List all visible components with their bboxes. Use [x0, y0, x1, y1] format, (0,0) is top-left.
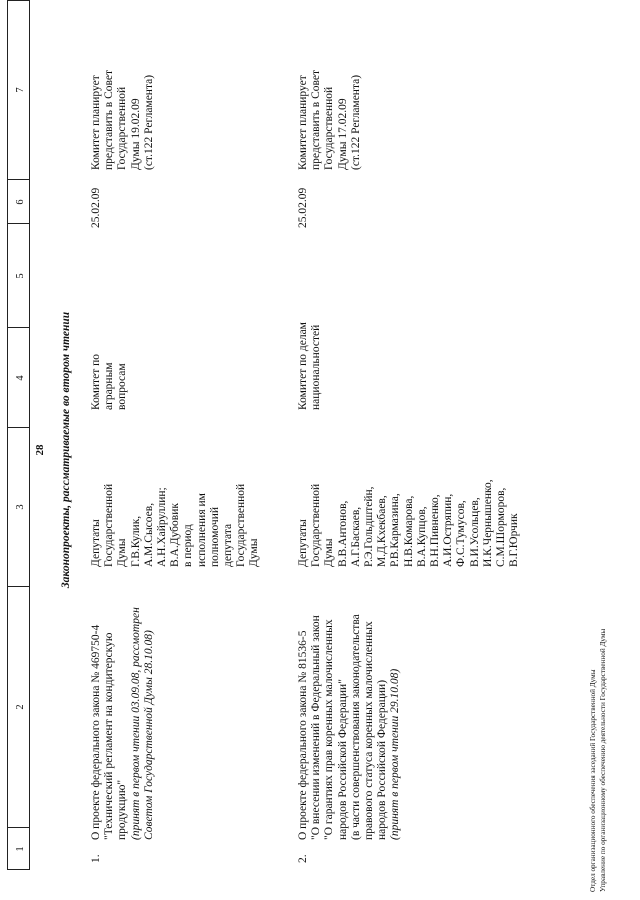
plan-line: представить в Совет	[103, 69, 116, 170]
committee-line: аграрным	[103, 362, 116, 410]
bill-title-line: О проекте федерального закона № 469750-4	[90, 624, 102, 840]
bill-title-line: продукцию"	[116, 779, 129, 840]
footer-line: Отдел организационного обеспечения заседаний Государственной Думы	[589, 669, 597, 892]
author-line: И.К.Чернышенко,	[481, 479, 494, 567]
author-line: Ф.С.Тумусов,	[455, 500, 468, 567]
bill-note-line: (принят в первом чтении 03.09.08, рассмотрен	[129, 607, 142, 840]
author-line: полномочий	[208, 507, 221, 567]
bill-title-line: правового статуса коренных малочисленных	[363, 621, 376, 840]
author-line: Н.В.Комарова,	[402, 495, 415, 567]
row-number: 1.	[90, 854, 102, 863]
plan-line: Думы 19.02.09	[129, 98, 142, 170]
author-line: А.И.Остряпин,	[442, 493, 455, 567]
column-number: 4	[15, 375, 26, 381]
plan-line: (ст.122 Регламента)	[142, 74, 155, 170]
author-line: А.Г.Баскаев,	[349, 506, 362, 567]
table-top-border	[7, 0, 8, 870]
author-line: исполнения им	[195, 493, 208, 567]
column-divider	[7, 327, 30, 328]
plan-line: (ст.122 Регламента)	[349, 74, 362, 170]
authors-list	[297, 479, 521, 567]
bill-title-line: народов Российской Федерации)	[376, 679, 389, 840]
section-title: Законопроекты, рассматриваемые во втором чтении	[60, 311, 72, 589]
author-line: Думы	[248, 538, 261, 567]
column-divider	[7, 427, 30, 428]
date: 25.02.09	[90, 187, 102, 228]
committee-line: вопросам	[116, 363, 129, 410]
plan-note	[297, 70, 363, 170]
column-number: 7	[15, 87, 26, 93]
bill-title-line: народов Российской Федерации"	[336, 679, 349, 840]
bill-title-line: "О внесении изменений в Федеральный закон	[310, 615, 323, 840]
footer	[588, 629, 608, 892]
author-line: В.А.Дубовик	[169, 503, 182, 567]
column-divider	[7, 223, 30, 224]
author-line: А.М.Сысоев,	[142, 502, 155, 567]
author-line: Государственной	[103, 483, 116, 567]
author-line: Думы	[116, 538, 129, 567]
committee-line: Комитет по	[90, 354, 102, 410]
author-line: Р.Э.Гольдштейн,	[363, 486, 376, 567]
author-line: Депутаты	[90, 519, 102, 567]
authors-list	[90, 484, 262, 567]
column-divider	[7, 179, 30, 180]
author-line: Г.В.Кулик,	[129, 515, 142, 567]
author-line: Государственной	[235, 483, 248, 567]
author-line: А.Н.Хайруллин;	[156, 487, 169, 567]
author-line: С.М.Шорморов,	[495, 487, 508, 567]
bill-title-line: О проекте федерального закона № 81536-5	[297, 630, 309, 840]
committee-line: Комитет по делам	[297, 322, 309, 410]
page-number: 28	[34, 444, 46, 456]
author-line: М.Д.Кхекбаев,	[376, 495, 389, 567]
row-number: 2.	[297, 854, 309, 863]
table-header-border	[29, 0, 30, 870]
bill-title	[297, 614, 403, 840]
committee-line: национальностей	[310, 324, 323, 410]
plan-line: Комитет планирует	[90, 75, 102, 170]
plan-line: Думы 17.02.09	[336, 98, 349, 170]
column-number: 1	[15, 846, 26, 852]
bill-note-line: (принят в первом чтении 29.10.08)	[389, 668, 402, 840]
plan-note	[90, 70, 156, 170]
bill-title-line: "О гарантиях прав коренных малочисленных	[323, 619, 336, 840]
author-line: В.В.Антонов,	[336, 500, 349, 567]
author-line: Государственной	[310, 483, 323, 567]
plan-line: Государственной	[323, 86, 336, 170]
author-line: в период	[182, 524, 195, 567]
author-line: Думы	[323, 538, 336, 567]
bill-title-line: (в части совершенствования законодательства	[349, 614, 362, 840]
committee	[90, 354, 130, 410]
bill-title	[90, 607, 156, 840]
column-divider	[7, 586, 30, 587]
bill-note-line: Советом Государственной Думы 28.10.08)	[142, 630, 155, 840]
date: 25.02.09	[297, 187, 309, 228]
column-divider	[7, 869, 30, 870]
column-number: 3	[15, 504, 26, 510]
plan-line: Комитет планирует	[297, 75, 309, 170]
column-number: 5	[15, 273, 26, 279]
column-divider	[7, 827, 30, 828]
column-number: 2	[15, 704, 26, 710]
plan-line: Государственной	[116, 86, 129, 170]
committee	[297, 322, 323, 410]
column-number: 6	[15, 199, 26, 205]
author-line: Депутаты	[297, 519, 309, 567]
plan-line: представить в Совет	[310, 69, 323, 170]
author-line: В.Н.Пивненко,	[429, 494, 442, 567]
bill-title-line: "Технический регламент на кондитерскую	[103, 632, 116, 840]
author-line: В.А.Купцов,	[415, 506, 428, 567]
footer-line: Управление по организационному обеспечению деятельности Государственной Думы	[599, 628, 607, 892]
author-line: Р.В.Кармазина,	[389, 493, 402, 567]
author-line: В.И.Усольцев,	[468, 497, 481, 567]
author-line: В.Г.Юрчик	[508, 513, 521, 567]
column-divider	[7, 0, 30, 1]
author-line: депутата	[222, 523, 235, 567]
